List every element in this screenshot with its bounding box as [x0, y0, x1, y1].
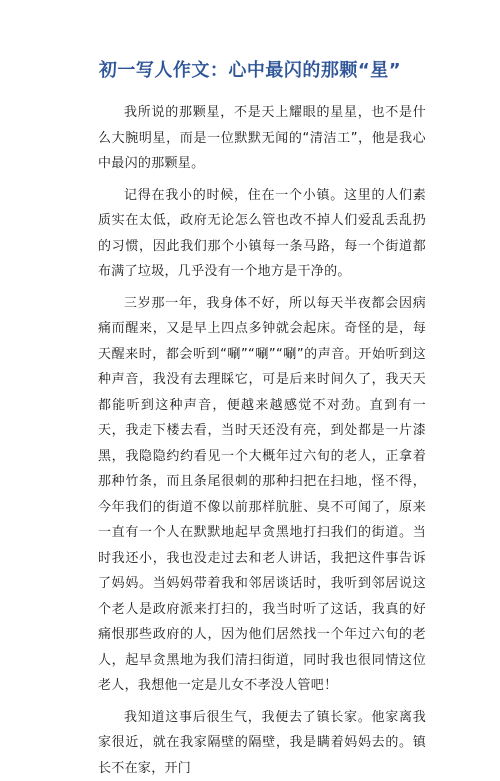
document-title: 初一写人作文：心中最闪的那颗“星”: [0, 56, 500, 82]
paragraph: 我知道这事后很生气，我便去了镇长家。他家离我家很近，就在我家隔壁的隔壁，我是瞒着妈妈去的。镇长不在家，开门: [98, 705, 426, 781]
paragraph: 记得在我小的时候，住在一个小镇。这里的人们素质实在太低，政府无论怎么管也改不掉人们爱乱丢乱扔的习惯，因此我们那个小镇每一条马路，每一个街道都布满了垃圾，几乎没有一个地方是干净的。: [98, 183, 426, 285]
document-body: [98, 100, 426, 781]
paragraph: 三岁那一年，我身体不好，所以每天半夜都会因病痛而醒来，又是早上四点多钟就会起床。奇怪的是，每天醒来时，都会听到“唰”“唰”“唰”的声音。开始听到这种声音，我没有去理睬它，可是后来时间久了，我天天都能听到这种声音，便越来越感觉不对劲。直到有一天，我走下楼去看，当时天还没有亮，到处都是一片漆黑，我隐隐约约看见一个大概年过六旬的老人，正拿着那种竹条，而且条尾很刺的那种扫把在扫地，怪不得，今年我们的街道不像以前那样肮脏、臭不可闻了，原来一直有一个人在默默地起早贪黑地打扫我们的街道。当时我还小，我也没走过去和老人讲话，我把这件事告诉了妈妈。当妈妈带着我和邻居谈话时，我听到邻居说这个老人是政府派来打扫的，我当时听了这话，我真的好痛恨那些政府的人，因为他们居然找一个年过六旬的老人，起早贪黑地为我们清扫街道，同时我也很同情这位老人，我想他一定是儿女不孝没人管吧！: [98, 291, 426, 699]
paragraph: 我所说的那颗星，不是天上耀眼的星星，也不是什么大腕明星，而是一位默默无闻的“清洁工”，他是我心中最闪的那颗星。: [98, 100, 426, 177]
